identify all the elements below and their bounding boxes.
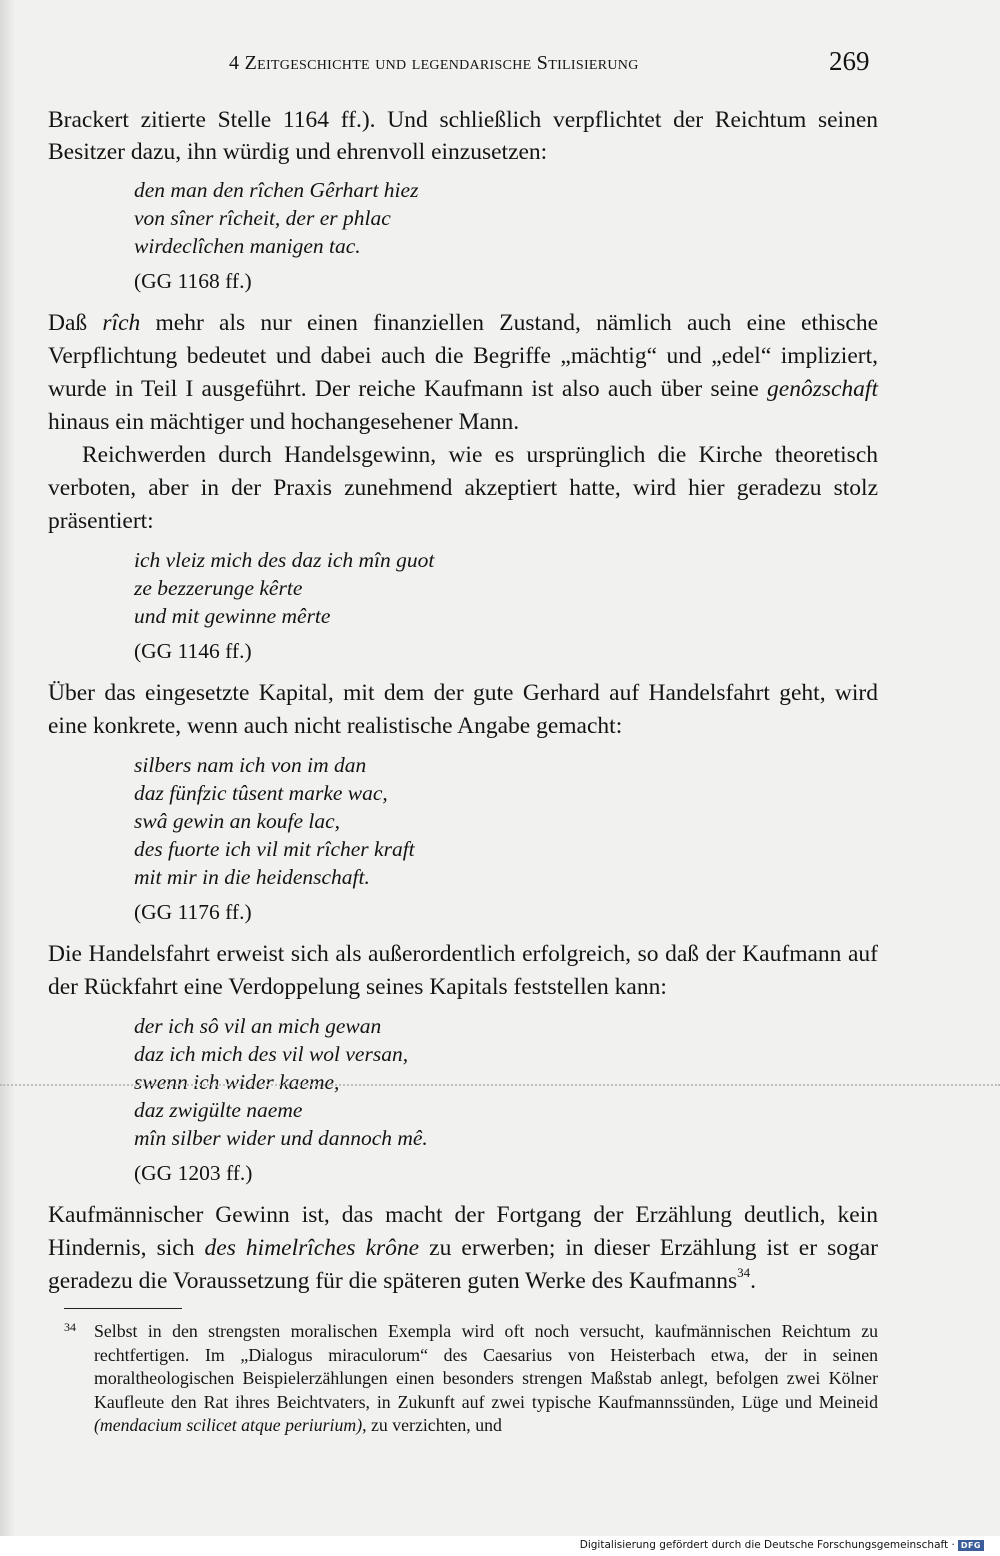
italic-term: (mendacium scilicet atque periurium) [94,1415,363,1436]
citation-4: (GG 1203 ff.) [134,1161,253,1185]
paragraph-6 [48,1199,878,1298]
verse-line: des fuorte ich vil mit rîcher kraft [134,837,415,861]
footnote-34 [64,1320,878,1438]
verse-line: ze bezzerunge kêrte [134,576,303,600]
footnote-number: 34 [64,1320,76,1334]
paragraph-5: Die Handelsfahrt erweist sich als außerordentlich erfolgreich, so daß der Kaufmann auf der Rückfahrt eine Verdoppelung seines Kapitals feststellen kann: [48,941,878,1000]
verse-line: der ich sô vil an mich gewan [134,1014,382,1038]
verse-line: swenn ich wider kaeme, [134,1070,340,1094]
verse-quote-3 [134,751,878,891]
italic-term: rîch [102,310,141,336]
footnote-separator [64,1308,182,1309]
paragraph-2 [48,307,878,439]
verse-line: mîn silber wider und dannoch mê. [134,1126,428,1150]
verse-line: daz fünfzic tûsent marke wac, [134,781,388,805]
verse-line: den man den rîchen Gêrhart hiez [134,178,419,202]
header-title: 4 Zeitgeschichte und legendarische Stilisierung [229,52,639,74]
citation-3: (GG 1176 ff.) [134,900,252,924]
text-run: hinaus ein mächtiger und hochangesehener Mann. [48,409,520,435]
text-run: . [750,1268,757,1294]
verse-line: wirdeclîchen manigen tac. [134,234,361,258]
verse-line: und mit gewinne mêrte [134,604,331,628]
verse-quote-4 [134,1012,878,1152]
dfg-logo-icon: DFG [958,1540,984,1551]
verse-line: daz ich mich des vil wol versan, [134,1042,409,1066]
citation-1: (GG 1168 ff.) [134,269,252,293]
credit-text: Digitalisierung gefördert durch die Deutsche Forschungsgemeinschaft · [579,1539,955,1551]
verse-line: ich vleiz mich des daz ich mîn guot [134,548,435,572]
text-run: Kaufmännischer Gewinn ist, das macht der Fortgang der Erzählung deutlich, kein Hindernis, sich [48,1202,878,1261]
text-run: Selbst in den strengsten moralischen Exempla wird oft noch versucht, kaufmännischen Reichtum zu rechtfertigen. Im „Dialogus miraculorum“ des Caesarius von Heisterbach etwa, der in seinen moraltheologischen Beispielerzählungen einen besonders strengen Maßstab anlegt, befolgen zwei Kölner Kaufleute den Rat ihres Beichtvaters, in Zukunft auf zwei typische Kaufmannssünden, Lüge und Meineid [94,1321,878,1412]
citation-2: (GG 1146 ff.) [134,639,252,663]
verse-line: swâ gewin an koufe lac, [134,809,341,833]
verse-quote-1 [134,176,878,260]
scan-artifact-line [0,1084,1000,1086]
verse-line: silbers nam ich von im dan [134,753,367,777]
paragraph-1: Brackert zitierte Stelle 1164 ff.). Und schließlich verpflichtet der Reichtum seinen Besitzer dazu, ihn würdig und ehrenvoll einzusetzen: [48,107,878,165]
page-edge-shadow [0,0,14,1540]
italic-term: des himelrîches krône [204,1235,420,1261]
text-run: Daß [48,310,103,336]
text-run: , zu verzichten, und [362,1415,502,1436]
italic-term: genôzschaft [767,376,878,402]
verse-quote-2 [134,546,878,630]
page-number: 269 [829,46,870,76]
paragraph-4: Über das eingesetzte Kapital, mit dem der gute Gerhard auf Handelsfahrt geht, wird eine konkrete, wenn auch nicht realistische Angabe gemacht: [48,680,878,739]
verse-line: mit mir in die heidenschaft. [134,865,370,889]
text-run: zu erwerben; in dieser Erzählung ist er sogar geradezu die Voraussetzung für die späteren guten Werke des Kaufmanns [48,1235,878,1294]
footnote-text [64,1320,878,1438]
text-run: mehr als nur einen finanziellen Zustand, nämlich auch eine ethische Verpflichtung bedeutet und dabei auch die Begriffe „mächtig“ und „edel“ impliziert, wurde in Teil I ausgeführt. Der reiche Kaufmann ist also auch über seine [48,310,879,402]
paragraph-3: Reichwerden durch Handelsgewinn, wie es ursprünglich die Kirche theoretisch verboten, aber in der Praxis zunehmend akzeptiert hatte, wird hier geradezu stolz präsentiert: [48,442,878,534]
verse-line: von sîner rîcheit, der er phlac [134,206,391,230]
body-text [48,104,878,1298]
verse-line: daz zwigülte naeme [134,1098,303,1122]
digitization-credit [580,1539,984,1551]
footnote-reference[interactable]: 34 [737,1265,751,1281]
running-header [0,46,1000,86]
